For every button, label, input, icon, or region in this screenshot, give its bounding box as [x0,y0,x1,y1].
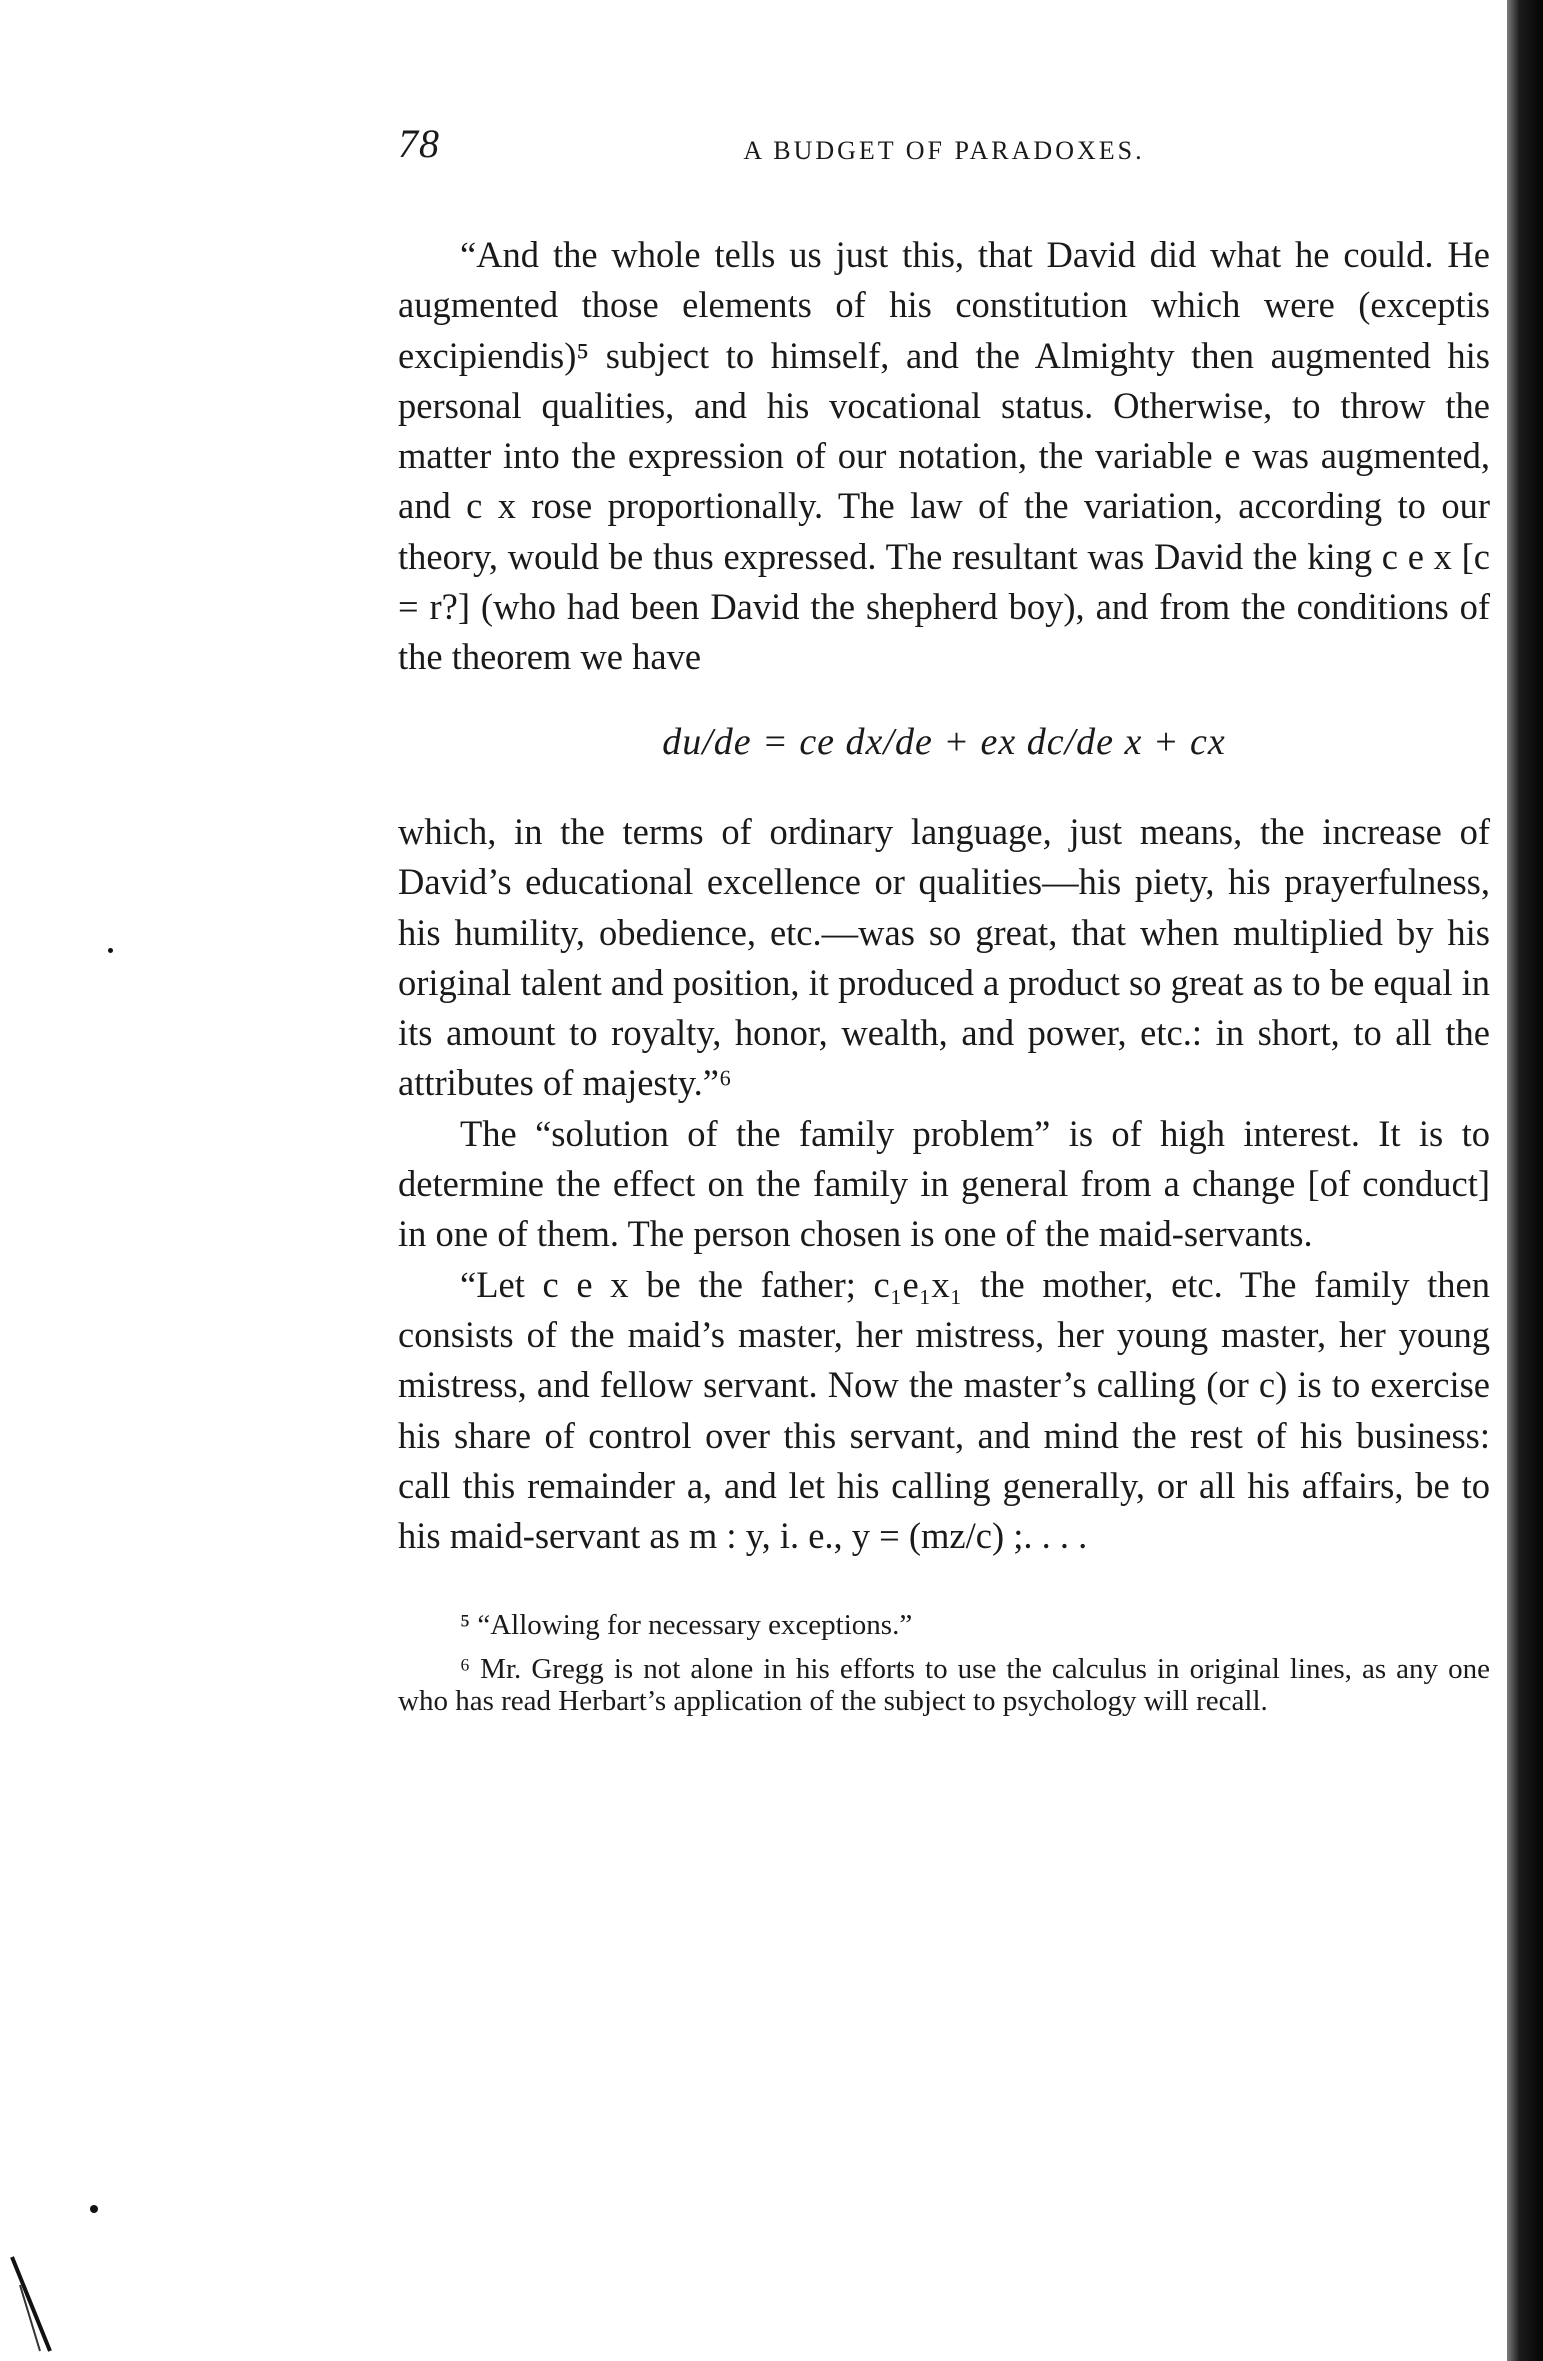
paragraph-family-problem: The “solution of the family problem” is of high interest. It is to determine the effect on the family in general from a change [of conduct] in one of them. The person chosen is one of the maid-servants. [398,1112,1490,1255]
footnotes [398,1609,1490,1717]
print-speck [108,948,113,953]
page-number: 78 [398,121,440,166]
running-head: A BUDGET OF PARADOXES. [743,136,1145,165]
print-speck [90,2205,98,2213]
body-text [398,230,1490,1561]
page-header [398,120,1490,190]
book-page [398,120,1490,1729]
paragraph-david: “And the whole tells us just this, that David did what he could. He augmented those elements of his constitution which were (exceptis excipiendis)⁵ subject to himself, and the Almighty then augmented his personal qualities, and his vocational status. Otherwise, to throw the matter into the expression of our notation, the variable e was augmented, and c x rose proportionally. The law of the variation, according to our theory, would be thus expressed. The resultant was David the king c e x [c = r?] (who had been David the shepherd boy), and from the conditions of the theorem we have [398,234,1490,678]
footnote-6: ⁶ Mr. Gregg is not alone in his efforts to use the calculus in original lines, as any one who has read Herbart’s application of the subject to psychology will recall. [398,1653,1490,1718]
footnote-5: ⁵ “Allowing for necessary exceptions.” [460,1609,913,1642]
paragraph-family-notation: “Let c e x be the father; c₁e₁x₁ the mother, etc. The family then consists of the maid’s master, her mistress, her young master, her young mistress, and fellow servant. Now the master’s calling (or c) is to exercise his share of control over this servant, and mind the rest of his business: call this remainder a, and let his calling generally, or all his affairs, be to his maid-servant as m : y, i. e., y = (mz/c) ;. . . . [398,1263,1490,1557]
scan-edge-mark [10,2255,56,2355]
paragraph-ordinary-language: which, in the terms of ordinary language, just means, the increase of David’s educational excellence or qualities—his piety, his prayerfulness, his humility, obedience, etc.—was so great, that when multiplied by his original talent and position, it produced a product so great as to be equal in its amount to royalty, honor, wealth, and power, etc.: in short, to all the attributes of majesty.”⁶ [398,810,1490,1104]
equation: du/de = ce dx/de + ex dc/de x + cx [662,720,1226,763]
book-spine-shadow [1507,0,1543,2361]
